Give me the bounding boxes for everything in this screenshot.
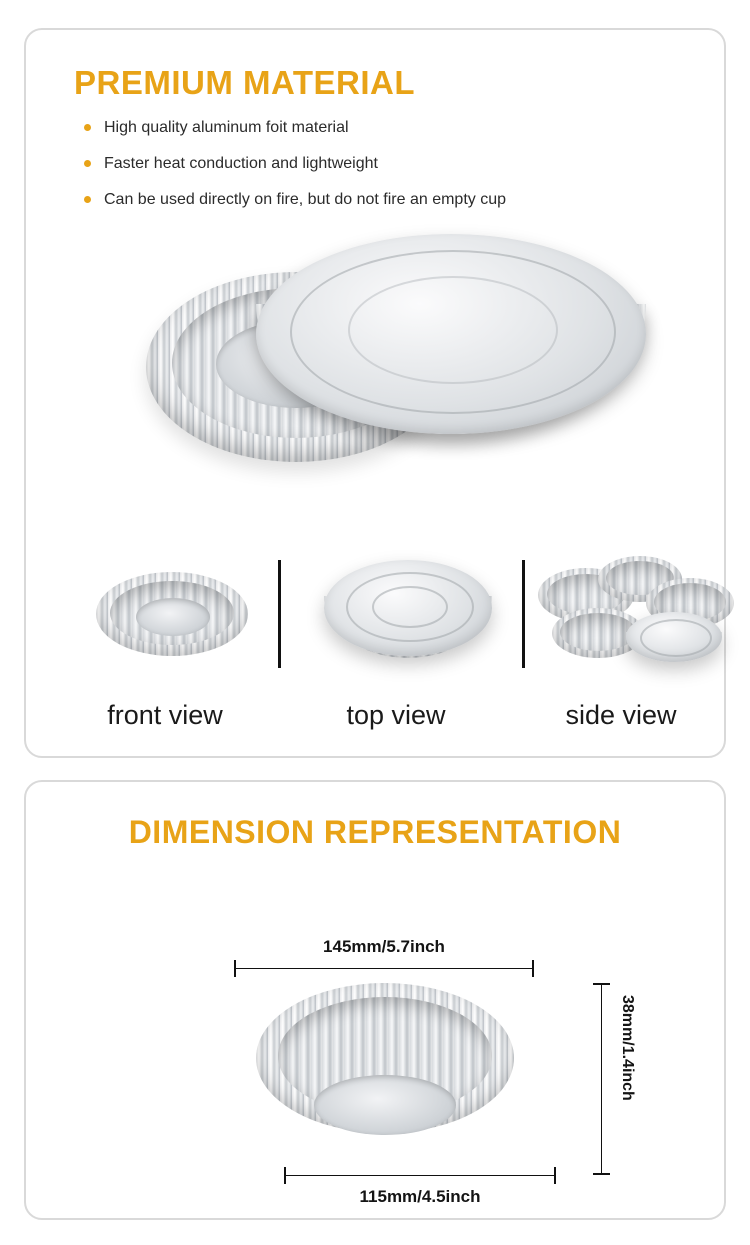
list-item: Faster heat conduction and lightweight bbox=[84, 152, 694, 175]
side-view-label: side view bbox=[565, 699, 677, 730]
front-view-image bbox=[56, 550, 272, 700]
dimension-diagram bbox=[56, 865, 694, 1206]
bottom-width-arrow bbox=[284, 1175, 556, 1176]
premium-material-section bbox=[24, 28, 726, 758]
hero-product-image bbox=[56, 234, 694, 544]
top-width-label: 145mm/5.7inch bbox=[323, 937, 445, 956]
top-view-image bbox=[296, 550, 512, 700]
foil-pan-dimension-illustration bbox=[256, 983, 514, 1163]
front-view-label: front view bbox=[107, 699, 223, 730]
top-view-label: top view bbox=[346, 699, 446, 730]
foil-pan-lid-illustration bbox=[256, 234, 646, 434]
product-views-row bbox=[56, 550, 694, 700]
view-labels-row bbox=[56, 700, 694, 746]
side-view-image bbox=[534, 550, 750, 700]
view-divider bbox=[522, 560, 525, 668]
height-label: 38mm/1.4inch bbox=[619, 995, 636, 1101]
list-item: High quality aluminum foit material bbox=[84, 116, 694, 139]
premium-material-title: PREMIUM MATERIAL bbox=[74, 64, 416, 101]
height-arrow bbox=[601, 983, 602, 1175]
feature-list bbox=[84, 116, 694, 212]
bottom-width-label: 115mm/4.5inch bbox=[359, 1187, 481, 1206]
list-item: Can be used directly on fire, but do not fire an empty cup bbox=[84, 188, 694, 211]
dimension-representation-section bbox=[24, 780, 726, 1220]
dimension-title: DIMENSION REPRESENTATION bbox=[128, 814, 622, 850]
view-divider bbox=[278, 560, 281, 668]
top-width-arrow bbox=[234, 968, 534, 969]
